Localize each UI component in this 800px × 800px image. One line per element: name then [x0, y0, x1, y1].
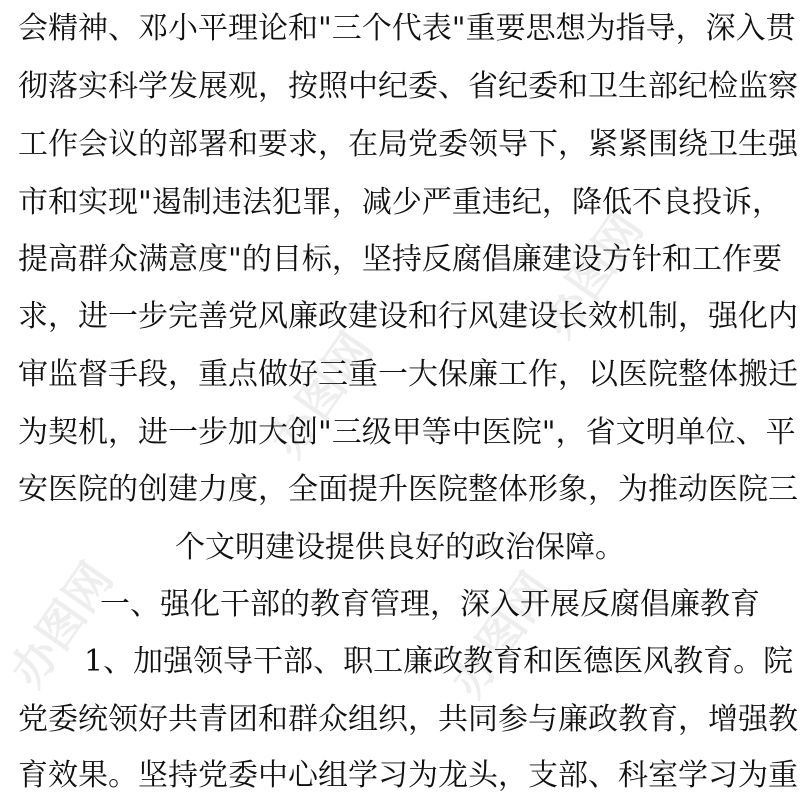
- paragraph-line: 1、加强领导干部、职工廉政教育和医德医风教育。院: [84, 644, 794, 679]
- body-text-line: 市和实现"遏制违法犯罪，减少严重违纪，降低不良投诉，: [18, 185, 782, 220]
- body-text-line: 求，进一步完善党风廉政建设和行风建设长效机制，强化内: [18, 299, 798, 334]
- body-text-line: 提高群众满意度"的目标，坚持反腐倡廉建设方针和工作要: [18, 242, 782, 277]
- body-text-line: 彻落实科学发展观，按照中纪委、省纪委和卫生部纪检监察: [18, 69, 798, 104]
- watermark: 办图网: [259, 322, 384, 467]
- paragraph-line: 党委统领好共青团和群众组织，共同参与廉政教育，增强教: [18, 702, 798, 737]
- section-heading: 一、强化干部的教育管理，深入开展反腐倡廉教育: [100, 587, 760, 622]
- body-text-line: 个文明建设提供良好的政治保障。: [175, 530, 625, 565]
- body-text-line: 安医院的创建力度，全面提升医院整体形象，为推动医院三: [18, 472, 798, 507]
- watermark: 办图网: [439, 562, 564, 707]
- body-text-line: 会精神、邓小平理论和"三个代表"重要思想为指导，深入贯: [18, 11, 796, 46]
- watermark: 办图网: [0, 552, 124, 697]
- watermark: 办图网: [529, 202, 654, 347]
- body-text-line: 为契机，进一步加大创"三级甲等中医院"，省文明单位、平: [18, 415, 796, 450]
- body-text-line: 审监督手段，重点做好三重一大保廉工作，以医院整体搬迁: [18, 357, 798, 392]
- paragraph-line: 育效果。坚持党委中心组学习为龙头，支部、科室学习为重: [18, 758, 798, 793]
- body-text-line: 工作会议的部署和要求，在局党委领导下，紧紧围绕卫生强: [18, 127, 798, 162]
